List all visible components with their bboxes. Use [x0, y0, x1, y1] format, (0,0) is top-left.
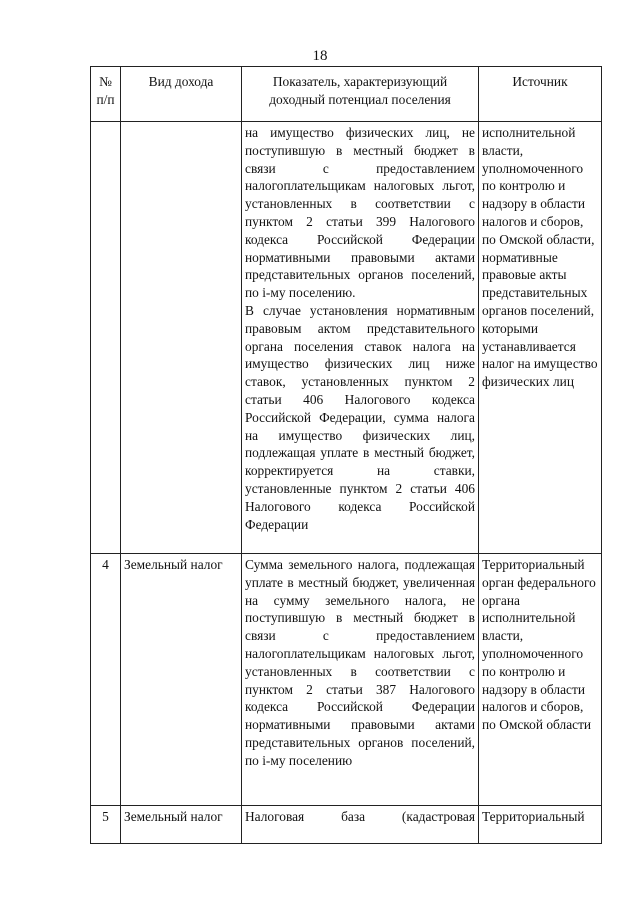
page-number: 18 [312, 48, 328, 64]
indicator-paragraph: В случае установления нормативным правовым актом представительного органа поселения ставок налога на имущество физических лиц ниже ставок, установленных пунктом 2 статьи 406 Налогового кодекса Российской Федерации, сумма налога на имущество физических лиц, подлежащая уплате в местный бюджет, корректируется на ставки, установленные пунктом 2 статьи 406 Налогового кодекса Российской Федерации [245, 302, 475, 532]
header-income-type: Вид дохода [121, 67, 242, 122]
row-income-type: Земельный налог [121, 806, 242, 844]
row-indicator [242, 554, 479, 806]
row-indicator [242, 122, 479, 554]
indicator-paragraph: на имущество физических лиц, не поступившую в местный бюджет в связи с предоставлением налогоплательщикам налоговых льгот, установленных в соответствии с пунктом 2 статьи 399 Налогового кодекса Российской Федерации нормативными правовыми актами представительных органов поселений, по i-му поселению. [245, 125, 475, 301]
row-num: 5 [91, 806, 121, 844]
table-row [91, 806, 602, 844]
indicator-paragraph: Налоговая база (кадастровая [245, 809, 475, 824]
row-income-type [121, 122, 242, 554]
row-source: исполнительной власти, уполномоченного по контролю и надзору в области налогов и сборов, по Омской области, нормативные правовые акты представительных органов поселений, которыми устанавливается налог на имущество физических лиц [479, 122, 602, 554]
income-potential-table [90, 66, 602, 844]
row-num [91, 122, 121, 554]
indicator-paragraph: Сумма земельного налога, подлежащая уплате в местный бюджет, увеличенная на сумму земельного налога, не поступившую в местный бюджет в связи с предоставлением налогоплательщикам налоговых льгот, установленных в соответствии с пунктом 2 статьи 387 Налогового кодекса Российской Федерации нормативными правовыми актами представительных органов поселений, по i-му поселению [245, 557, 475, 768]
header-num: № п/п [91, 67, 121, 122]
row-income-type: Земельный налог [121, 554, 242, 806]
header-source: Источник [479, 67, 602, 122]
table-header-row [91, 67, 602, 122]
row-indicator [242, 806, 479, 844]
row-source: Территориальный [479, 806, 602, 844]
table-row [91, 122, 602, 554]
table-row [91, 554, 602, 806]
row-source: Территориальный орган федерального органа исполнительной власти, уполномоченного по контролю и надзору в области налогов и сборов, по Омской области [479, 554, 602, 806]
header-indicator: Показатель, характеризующий доходный потенциал поселения [242, 67, 479, 122]
row-num: 4 [91, 554, 121, 806]
